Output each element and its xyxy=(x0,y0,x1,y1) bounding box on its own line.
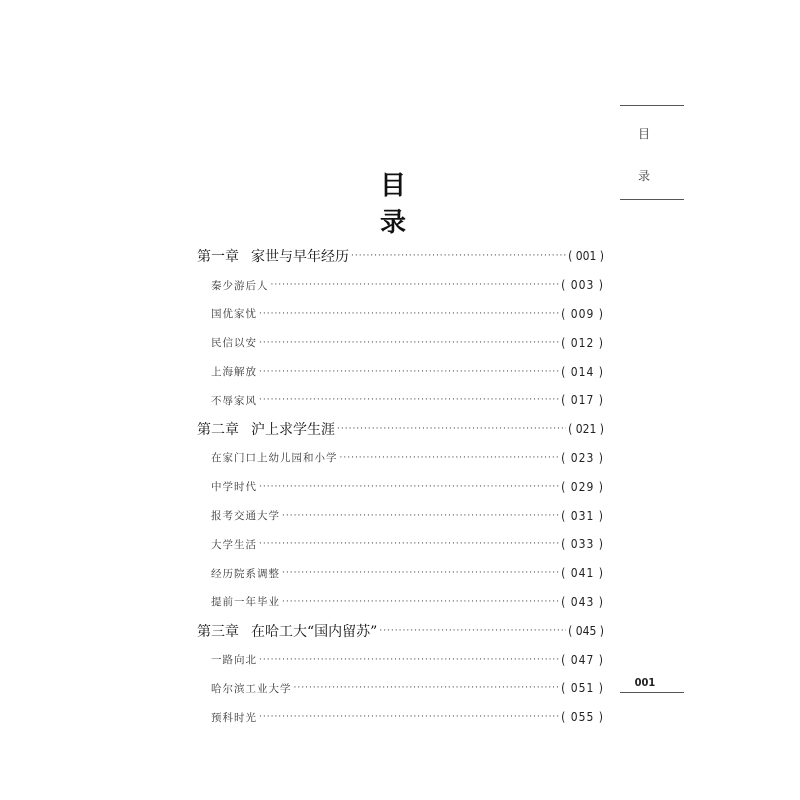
entry-page-number: ( 043 ) xyxy=(561,594,604,609)
entry-page-number: ( 017 ) xyxy=(561,393,604,408)
entry-title: 沪上求学生涯 xyxy=(251,422,335,439)
entry-title: 在家门口上幼儿园和小学 xyxy=(211,452,338,465)
entry-page-number: ( 045 ) xyxy=(568,623,604,638)
toc-section-entry xyxy=(197,444,604,473)
toc-section-entry xyxy=(197,703,604,732)
entry-page-number: ( 001 ) xyxy=(568,249,604,264)
page-title: 目 录 xyxy=(379,171,430,238)
page-number: 001 xyxy=(634,676,656,689)
toc-section-entry xyxy=(197,645,604,674)
dot-leader xyxy=(271,280,560,290)
entry-page-number: ( 012 ) xyxy=(561,335,604,350)
entry-page-number: ( 051 ) xyxy=(561,681,604,696)
dot-leader xyxy=(282,597,559,607)
toc-section-entry xyxy=(197,472,604,501)
entry-page-number: ( 023 ) xyxy=(561,450,604,465)
folio-rule xyxy=(620,692,684,693)
entry-page-number: ( 029 ) xyxy=(561,479,604,494)
running-header-char-1: 目 xyxy=(637,127,650,141)
toc-section-entry xyxy=(197,530,604,559)
entry-title: 上海解放 xyxy=(211,366,257,379)
toc-section-entry xyxy=(197,386,604,415)
toc-chapter-entry xyxy=(197,616,604,645)
entry-page-number: ( 055 ) xyxy=(561,710,604,725)
entry-page-number: ( 014 ) xyxy=(561,364,604,379)
entry-page-number: ( 041 ) xyxy=(561,566,604,581)
toc-section-entry xyxy=(197,588,604,617)
entry-title: 中学时代 xyxy=(211,481,257,494)
table-of-contents xyxy=(197,242,604,732)
dot-leader xyxy=(351,251,566,261)
toc-chapter-entry xyxy=(197,242,604,271)
entry-title: 一路向北 xyxy=(211,654,257,667)
entry-page-number: ( 031 ) xyxy=(561,508,604,523)
toc-section-entry xyxy=(197,271,604,300)
running-header-bottom-rule xyxy=(620,199,684,200)
toc-section-entry xyxy=(197,501,604,530)
running-header-char-2: 录 xyxy=(637,169,650,183)
dot-leader xyxy=(282,511,559,521)
dot-leader xyxy=(259,482,559,492)
dot-leader xyxy=(259,712,559,722)
dot-leader xyxy=(337,424,566,434)
toc-section-entry xyxy=(197,328,604,357)
entry-title: 经历院系调整 xyxy=(211,567,280,580)
dot-leader xyxy=(259,655,559,665)
running-header-top-rule xyxy=(620,105,684,106)
dot-leader xyxy=(259,309,559,319)
dot-leader xyxy=(379,626,566,636)
dot-leader xyxy=(259,395,559,405)
dot-leader xyxy=(259,539,559,549)
toc-section-entry xyxy=(197,559,604,588)
entry-page-number: ( 009 ) xyxy=(561,306,604,321)
dot-leader xyxy=(294,683,560,693)
entry-page-number: ( 033 ) xyxy=(561,537,604,552)
toc-section-entry xyxy=(197,674,604,703)
entry-page-number: ( 021 ) xyxy=(568,422,604,437)
entry-title: 民信以安 xyxy=(211,337,257,350)
dot-leader xyxy=(340,453,560,463)
toc-section-entry xyxy=(197,300,604,329)
entry-title: 预科时光 xyxy=(211,711,257,724)
chapter-number: 第一章 xyxy=(197,249,239,266)
toc-chapter-entry xyxy=(197,415,604,444)
entry-title: 大学生活 xyxy=(211,538,257,551)
entry-title: 提前一年毕业 xyxy=(211,596,280,609)
entry-title: 在哈工大“国内留苏” xyxy=(251,623,378,640)
entry-title: 不辱家风 xyxy=(211,394,257,407)
chapter-number: 第二章 xyxy=(197,422,239,439)
entry-page-number: ( 003 ) xyxy=(561,278,604,293)
dot-leader xyxy=(282,568,559,578)
dot-leader xyxy=(259,367,559,377)
entry-page-number: ( 047 ) xyxy=(561,652,604,667)
chapter-number: 第三章 xyxy=(197,623,239,640)
toc-section-entry xyxy=(197,357,604,386)
entry-title: 哈尔滨工业大学 xyxy=(211,682,292,695)
dot-leader xyxy=(259,338,559,348)
entry-title: 报考交通大学 xyxy=(211,510,280,523)
entry-title: 秦少游后人 xyxy=(211,279,269,292)
entry-title: 家世与早年经历 xyxy=(251,249,349,266)
entry-title: 国优家忧 xyxy=(211,308,257,321)
